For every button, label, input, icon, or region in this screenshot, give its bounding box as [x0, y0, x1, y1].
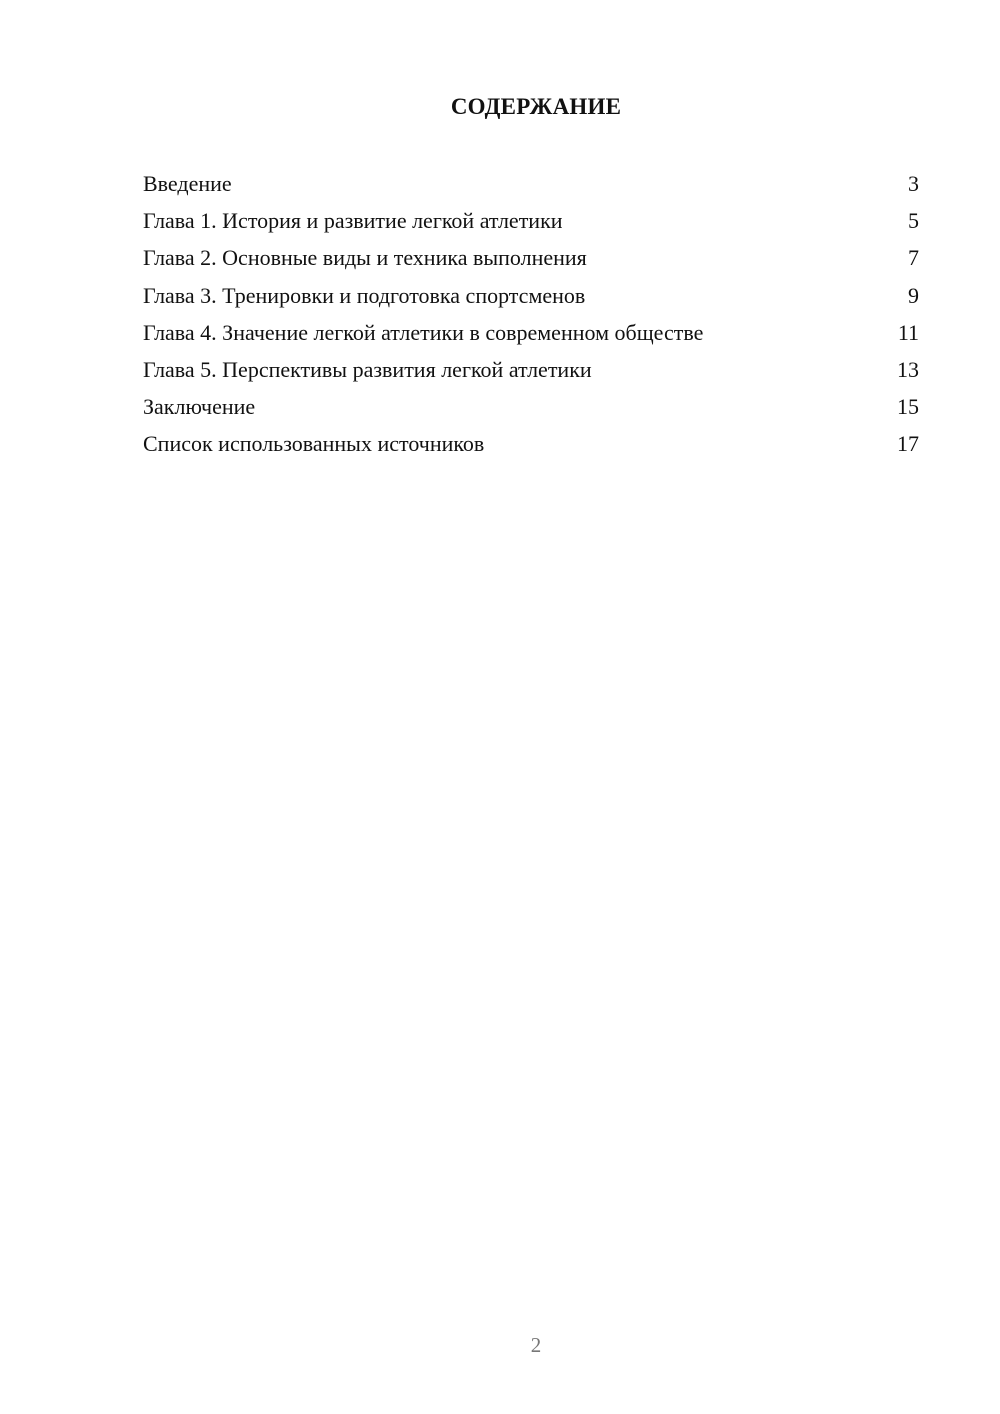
- page-title: СОДЕРЖАНИЕ: [450, 94, 622, 119]
- table-of-contents: [143, 169, 919, 467]
- toc-entry: [143, 281, 919, 318]
- toc-entry: [143, 392, 919, 429]
- toc-entry-page-number: 11: [897, 319, 919, 345]
- toc-entry: [143, 243, 919, 280]
- toc-entry-page-number: 7: [908, 245, 919, 271]
- toc-entry-title: Глава 2. Основные виды и техника выполнения: [143, 245, 587, 271]
- toc-entry-title: Глава 3. Тренировки и подготовка спортсменов: [143, 282, 586, 308]
- toc-entry: [143, 318, 919, 355]
- toc-entry: [143, 355, 919, 392]
- toc-entry-title: Заключение: [143, 394, 256, 420]
- toc-entry-title: Список использованных источников: [143, 431, 485, 457]
- toc-entry-page-number: 15: [897, 394, 919, 420]
- toc-entry: [143, 169, 919, 206]
- toc-entry-page-number: 9: [908, 282, 919, 308]
- toc-entry-title: Глава 4. Значение легкой атлетики в современном обществе: [143, 319, 704, 345]
- toc-entry: [143, 429, 919, 466]
- toc-entry-page-number: 5: [908, 208, 919, 234]
- toc-entry: [143, 206, 919, 243]
- toc-entry-page-number: 17: [897, 431, 919, 457]
- toc-entry-page-number: 13: [897, 356, 919, 382]
- toc-entry-page-number: 3: [908, 171, 919, 196]
- toc-entry-title: Глава 5. Перспективы развития легкой атлетики: [143, 356, 592, 382]
- toc-entry-title: Введение: [143, 171, 232, 196]
- page-number: 2: [530, 1333, 542, 1357]
- toc-entry-title: Глава 1. История и развитие легкой атлетики: [143, 208, 563, 234]
